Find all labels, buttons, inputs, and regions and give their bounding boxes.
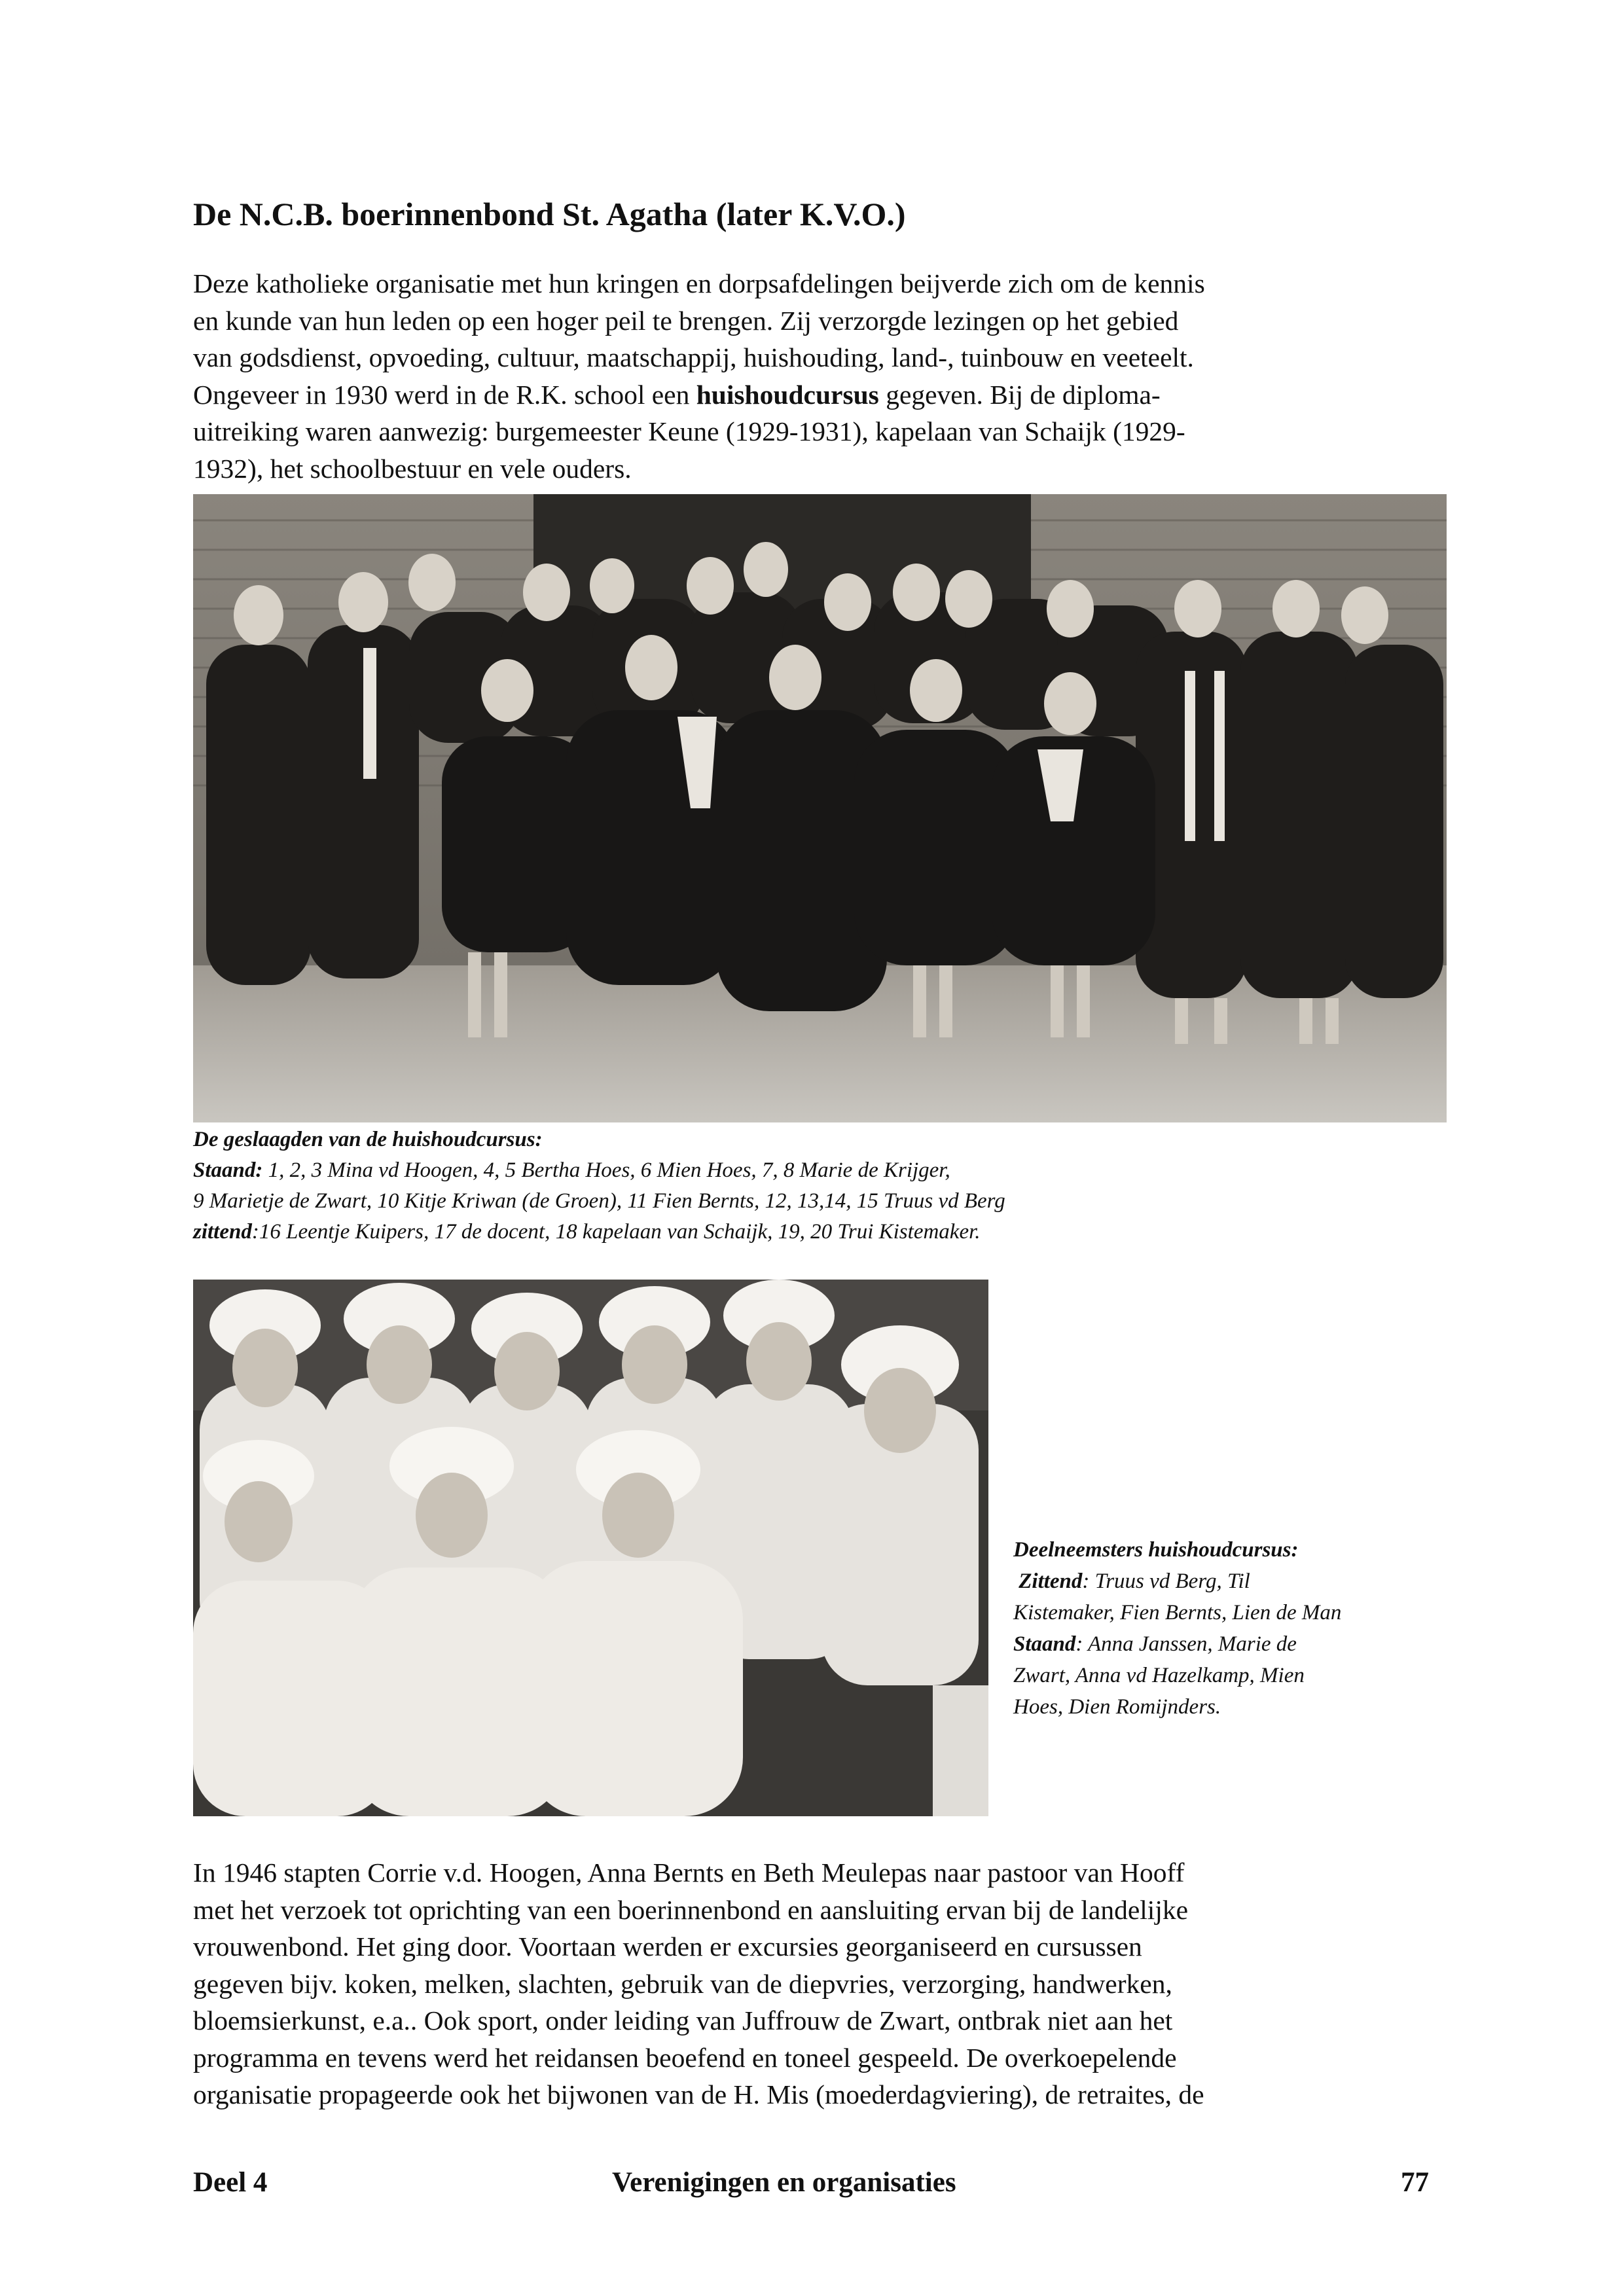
caption-text: Zwart, Anna vd Hazelkamp, Mien <box>1013 1664 1305 1687</box>
footer-section-title: Verenigingen en organisaties <box>612 2167 956 2198</box>
highlight-term: huishoudcursus <box>696 379 879 410</box>
photo-course-participants <box>193 1280 988 1816</box>
body-line: gegeven bijv. koken, melken, slachten, gebruik van de diepvries, verzorging, handwerken, <box>193 1968 1172 1999</box>
body-line: met het verzoek tot oprichting van een boerinnenbond en aansluiting ervan bij de landelijke <box>193 1894 1189 1925</box>
body-line: bloemsierkunst, e.a.. Ook sport, onder leiding van Juffrouw de Zwart, ontbrak niet aan het <box>193 2005 1173 2036</box>
body-line: In 1946 stapten Corrie v.d. Hoogen, Anna Bernts en Beth Meulepas naar pastoor van Hooff <box>193 1857 1185 1888</box>
intro-line: en kunde van hun leden op een hoger peil te brengen. Zij verzorgde lezingen op het gebied <box>193 305 1179 336</box>
footer-part: Deel 4 <box>193 2167 268 2198</box>
caption-graduates <box>193 1124 1005 1247</box>
caption-text: 9 Marietje de Zwart, 10 Kitje Kriwan (de Groen), 11 Fien Bernts, 12, 13,14, 15 Truus vd Berg <box>193 1189 1005 1213</box>
body-line: organisatie propageerde ook het bijwonen van de H. Mis (moederdagviering), de retraites, de <box>193 2079 1204 2109</box>
caption-label-staand: Staand <box>1013 1632 1076 1656</box>
page-number: 77 <box>1401 2167 1429 2198</box>
caption-heading: De geslaagden van de huishoudcursus: <box>193 1128 543 1151</box>
caption-text: 1, 2, 3 Mina vd Hoogen, 4, 5 Bertha Hoes, 6 Mien Hoes, 7, 8 Marie de Krijger, <box>262 1158 950 1182</box>
caption-text: : Anna Janssen, Marie de <box>1075 1632 1297 1656</box>
intro-paragraph <box>193 265 1470 487</box>
intro-line: Ongeveer in 1930 werd in de R.K. school een huishoudcursus gegeven. Bij de diploma- <box>193 379 1161 410</box>
body-line: vrouwenbond. Het ging door. Voortaan werden er excursies georganiseerd en cursussen <box>193 1931 1142 1962</box>
body-paragraph <box>193 1854 1470 2113</box>
intro-line: Deze katholieke organisatie met hun kringen en dorpsafdelingen beijverde zich om de kennis <box>193 268 1205 298</box>
caption-label-staand: Staand: <box>193 1158 263 1182</box>
caption-text: :16 Leentje Kuipers, 17 de docent, 18 kapelaan van Schaijk, 19, 20 Trui Kistemaker. <box>251 1220 981 1244</box>
caption-text: : Truus vd Berg, Til <box>1082 1570 1250 1593</box>
caption-label-zittend: zittend <box>193 1220 252 1244</box>
caption-label-zittend: Zittend <box>1019 1570 1083 1593</box>
intro-line: van godsdienst, opvoeding, cultuur, maatschappij, huishouding, land-, tuinbouw en veeteelt. <box>193 342 1194 372</box>
caption-heading: Deelneemsters huishoudcursus: <box>1013 1538 1299 1562</box>
caption-text: Hoes, Dien Romijnders. <box>1013 1695 1221 1719</box>
caption-participants <box>1013 1534 1341 1723</box>
group-photo-image <box>193 494 1447 1122</box>
caption-text: Kistemaker, Fien Bernts, Lien de Man <box>1013 1601 1342 1624</box>
intro-line: 1932), het schoolbestuur en vele ouders. <box>193 453 632 484</box>
participants-photo-image <box>193 1280 988 1816</box>
page-title: De N.C.B. boerinnenbond St. Agatha (later K.V.O.) <box>193 196 906 232</box>
body-line: programma en tevens werd het reidansen beoefend en toneel gespeeld. De overkoepelende <box>193 2042 1177 2073</box>
group-photo-graduates <box>193 494 1447 1122</box>
intro-line: uitreiking waren aanwezig: burgemeester Keune (1929-1931), kapelaan van Schaijk (1929- <box>193 416 1185 446</box>
